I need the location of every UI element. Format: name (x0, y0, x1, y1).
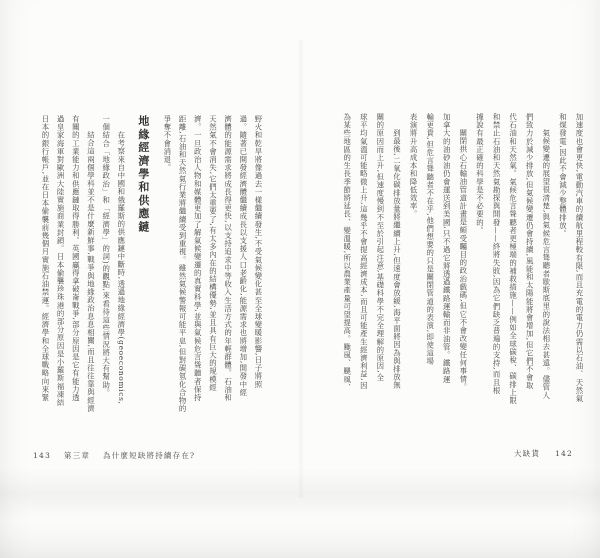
text-column: 球平均氣溫可能略微上升,這幾乎不會提高經濟成本,而且可能產生經濟利益,因 (359, 113, 369, 390)
text-column: 據說有最正確的科學是不必要的。 (475, 113, 485, 235)
text-column: 關的原因而上升,但速度慢到不至於引起注意,基礎科學不完全理解的原因,全 (375, 113, 385, 382)
text-column: 輸更貴,但危言聳聽者不在乎,他們想要的只是關閉管道的表演,即使這場 (425, 113, 435, 366)
text-column: 氣候變遷的展望很清楚,與氣候危言聳聽者歇斯底里的說法相去甚遠。儘管人 (541, 129, 551, 400)
chapter-title: 為什麼短缺將持續存在? (103, 451, 196, 460)
text-column: 表演將升高成本和降低效率。 (409, 113, 419, 219)
running-footer-left (33, 450, 195, 461)
section-heading: 地緣經濟學和供應鏈 (136, 115, 150, 234)
book-title: 大缺貨 (513, 449, 541, 458)
text-column: 結合這兩個學科並不是什麼新鮮事,戰爭與地緣政治息息相關,而且往往靠與經濟 (86, 131, 96, 413)
text-column: 濟。一旦政治人物和媒體更加了解氣候變遷的真實科學,並與氣候危言聳聽者保持 (193, 115, 203, 402)
text-column: 代石油和天然氣。氣候危言聳聽者更極端的補救措施——例如全球碳稅、碳排上限 (508, 113, 518, 405)
text-column: 們致力於減少排放,但氣候變遷仍會持續,風能和太陽能將會增加,但它們不會取 (525, 113, 535, 390)
text-column: 爭奪不會消退。 (162, 115, 172, 172)
text-column: 日本的銀行帳戶,並在日本偷襲前幾個月實施石油禁運。經濟學和全球戰略向來緊 (40, 115, 50, 402)
page-number-left: 143 (33, 451, 51, 460)
text-column: 野火和乾旱將像過去一樣繼續發生,不受氣候變化甚至全球變暖影響,日子將照 (254, 115, 263, 389)
text-column: 一個結合「地緣政治」和「經濟學」的詞)的觀點,來看待這些情況將大有幫助。 (101, 115, 111, 398)
text-column: 關閉拱心石輸油管道計畫是頗受矚目的政治戲碼,但它不會改變任何事情。 (458, 129, 468, 392)
page-number-right: 142 (555, 449, 573, 458)
text-column: 和煤發電,因此不會減少整體排放。 (558, 113, 568, 238)
page-right-body-text (335, 113, 584, 437)
text-column: 加速度也會更快,電動汽車的續航里程較有限,而且充電的電力仍需以石油、天然氣 (575, 113, 584, 403)
page-bottom-shadow (0, 468, 600, 520)
running-footer-right (514, 448, 573, 459)
chapter-label: 第三章 (63, 451, 91, 460)
page-left-body-text (35, 115, 263, 439)
text-column: 濟體的能源需求將成長得更快,以支持追求中等收入生活方式的年輕群體。石油和 (223, 115, 233, 402)
text-column: 過皇家海軍對歐洲大陸實施商業封鎖。日本偷襲珍珠港的部分原因是小羅斯福凍結 (56, 115, 66, 407)
text-column: 過。隨著已開發經濟體繼續成長以支援人口老齡化,能源需求也將增加,開發中經 (238, 115, 248, 397)
text-column: 加拿大的油砂油仍會運送到美國,只不過它將透過鐵路運輸而非油管。鐵路運 (442, 113, 452, 384)
text-column: 天然氣不會消失,它們太重要了,有太多內在的結構優勢,並且具有巨大的規模經 (208, 115, 218, 392)
text-column: 距離,石油和天然氣行業將繼續受到重視。雖然氣候警報可能平息,但對碳氫化合物的 (178, 115, 188, 413)
text-column: 為某些地區的生長季節將延長、變溫暖,所以農業產量可望提高。颱風、颶風、 (342, 113, 352, 392)
page-gutter (298, 40, 304, 498)
text-column: 有關的工業能力和供應鏈取得勝利。英國贏得拿破崙戰爭,部分原因是它有能力透 (71, 115, 81, 402)
text-column: 到最後,二氧化碳排放量將繼續上升,但速度會放緩,海平面將因為與排放無 (392, 129, 402, 390)
text-column: 在考察來自中國和俄羅斯的供應鏈中斷時,透過地緣經濟學(geoeconomics, (116, 131, 126, 405)
text-column: 和禁止石油和天然氣勘探與開發——終將失敗,因為它們缺乏普遍的支持,而且根 (492, 113, 502, 395)
